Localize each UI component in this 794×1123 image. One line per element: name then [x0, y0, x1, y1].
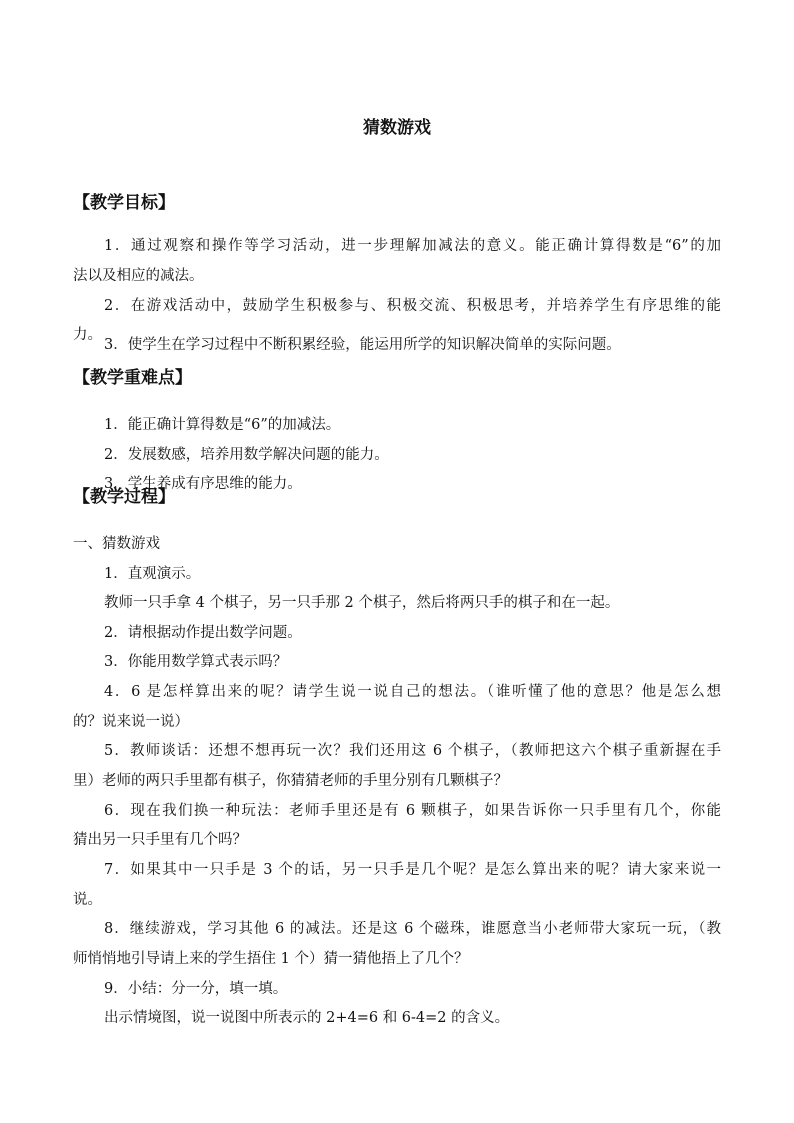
goals-line-1: 1．通过观察和操作等学习活动，进一步理解加减法的意义。能正确计算得数是“6”的加: [104, 238, 721, 254]
section-heading-goals: 【教学目标】: [73, 193, 175, 213]
process-line-16: 9．小结：分一分，填一填。: [104, 981, 288, 997]
key-points-line-2: 2．发展数感，培养用数学解决问题的能力。: [104, 447, 389, 463]
goals-line-5: 3．使学生在学习过程中不断积累经验，能运用所学的知识解决简单的实际问题。: [104, 337, 621, 353]
process-line-15: 师悄悄地引导请上来的学生捂住 1 个）猜一猜他捂上了几个？: [73, 951, 469, 967]
process-line-8: 5．教师谈话：还想不想再玩一次？我们还用这 6 个棋子，（教师把这六个棋子重新握在手: [104, 743, 721, 759]
process-line-9: 里）老师的两只手里都有棋子，你猜猜老师的手里分别有几颗棋子？: [73, 773, 508, 789]
process-line-7: 的？说来说一说）: [73, 714, 189, 730]
goals-line-4: 力。: [73, 327, 102, 343]
process-line-17: 出示情境图，说一说图中所表示的 2+4=6 和 6-4=2 的含义。: [104, 1010, 510, 1026]
section-heading-key-points: 【教学重难点】: [73, 368, 192, 388]
process-line-4: 2．请根据动作提出数学问题。: [104, 625, 302, 641]
goals-line-3: 2．在游戏活动中，鼓励学生积极参与、积极交流、积极思考，并培养学生有序思维的能: [104, 298, 721, 314]
process-line-10: 6．现在我们换一种玩法：老师手里还是有 6 颗棋子，如果告诉你一只手里有几个，你能: [104, 803, 721, 819]
section-heading-process: 【教学过程】: [73, 487, 175, 507]
process-line-2: 1．直观演示。: [104, 566, 201, 582]
key-points-line-3: 3．学生养成有序思维的能力。: [104, 476, 302, 492]
process-line-3: 教师一只手拿 4 个棋子，另一只手那 2 个棋子，然后将两只手的棋子和在一起。: [104, 595, 620, 611]
process-line-11: 猜出另一只手里有几个吗？: [73, 832, 247, 848]
process-line-14: 8．继续游戏，学习其他 6 的减法。还是这 6 个磁珠，谁愿意当小老师带大家玩一玩，（教: [104, 921, 721, 937]
process-line-12: 7．如果其中一只手是 3 个的话，另一只手是几个呢？是怎么算出来的呢？请大家来说一: [104, 862, 721, 878]
process-line-6: 4．6 是怎样算出来的呢？请学生说一说自己的想法。（谁听懂了他的意思？他是怎么想: [104, 684, 721, 700]
key-points-line-1: 1．能正确计算得数是“6”的加减法。: [104, 417, 341, 433]
process-line-5: 3．你能用数学算式表示吗？: [104, 654, 288, 670]
process-line-1: 一、猜数游戏: [73, 536, 160, 552]
goals-line-2: 法以及相应的减法。: [73, 268, 204, 284]
process-line-13: 说。: [73, 892, 102, 908]
document-title: 猜数游戏: [363, 118, 431, 138]
